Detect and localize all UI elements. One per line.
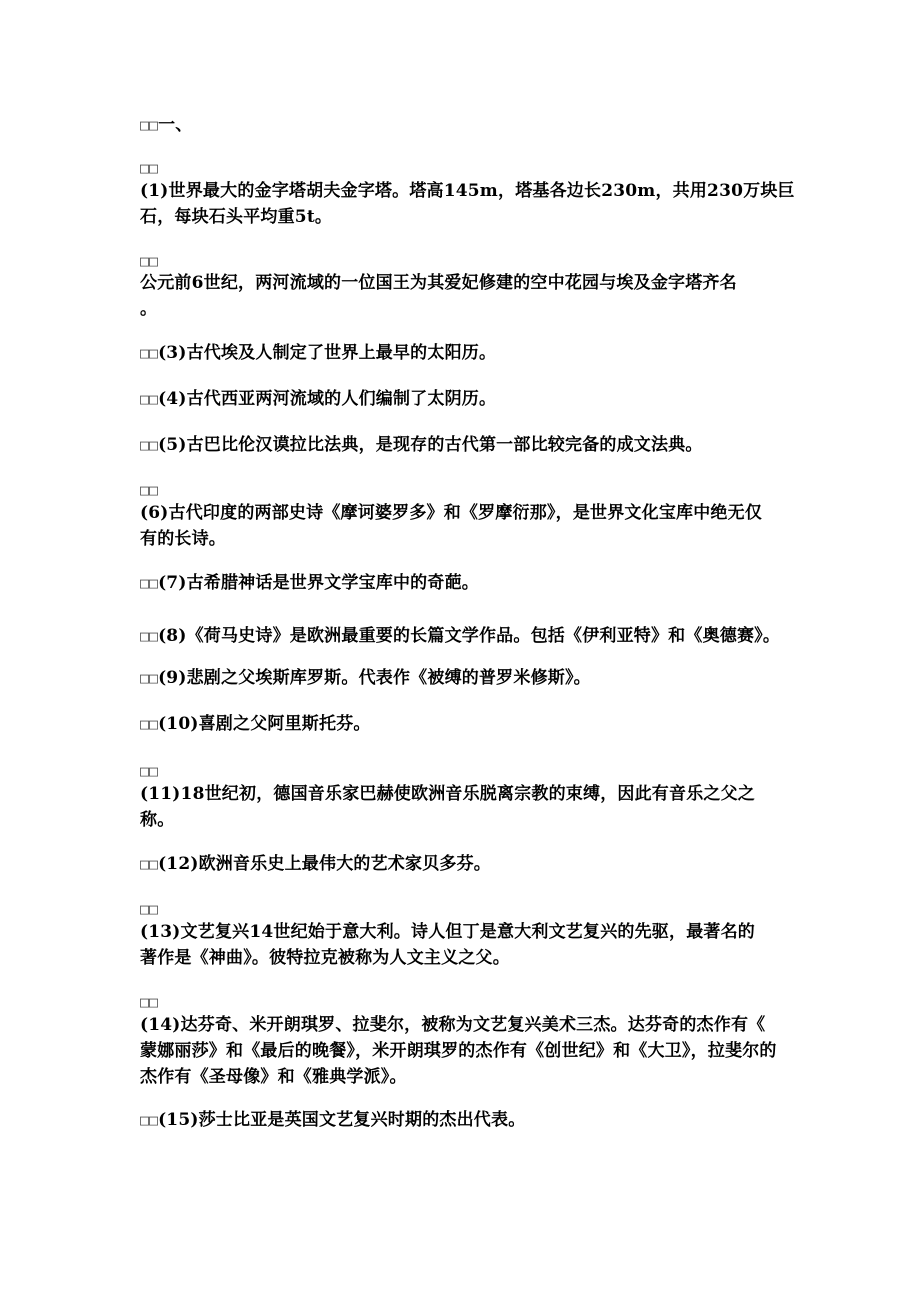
paragraph-line: 有的长诗。	[140, 529, 226, 549]
missing-glyph-marker: □□	[140, 900, 159, 918]
section-heading	[140, 113, 192, 137]
missing-glyph-marker: □□	[140, 481, 159, 499]
missing-glyph-marker: □□	[140, 159, 159, 177]
document-page	[140, 0, 795, 1302]
paragraph-line: 蒙娜丽莎》和《最后的晚餐》，米开朗琪罗的杰作有《创世纪》和《大卫》，拉斐尔的	[140, 1041, 777, 1061]
paragraph-text: (9)悲剧之父埃斯库罗斯。代表作《被缚的普罗米修斯》。	[158, 668, 591, 688]
paragraph-text: (4)古代西亚两河流域的人们编制了太阴历。	[158, 389, 497, 409]
paragraph-line: (11)18世纪初，德国音乐家巴赫使欧洲音乐脱离宗教的束缚，因此有音乐之父之	[140, 784, 755, 804]
paragraph-line: 称。	[140, 810, 175, 830]
paragraph-text: (12)欧洲音乐史上最伟大的艺术家贝多芬。	[158, 854, 492, 874]
missing-glyph-marker: □□	[140, 762, 159, 780]
paragraph-line: 。	[140, 299, 158, 319]
missing-glyph-marker: □□	[140, 252, 159, 270]
paragraph-line: 公元前6世纪，两河流域的一位国王为其爱妃修建的空中花园与埃及金字塔齐名	[140, 273, 737, 293]
section-marker: 一、	[158, 115, 193, 135]
paragraph-text: (5)古巴比伦汉谟拉比法典，是现存的古代第一部比较完备的成文法典。	[158, 435, 703, 455]
missing-glyph-marker: □□	[140, 344, 159, 362]
paragraph-line: (1)世界最大的金字塔胡夫金字塔。塔高145m，塔基各边长230m，共用230万块巨	[140, 181, 795, 201]
missing-glyph-marker: □□	[140, 390, 159, 408]
paragraph-line	[140, 624, 780, 648]
paragraph-line	[140, 341, 496, 365]
paragraph-line	[140, 1108, 525, 1132]
paragraph-text: (3)古代埃及人制定了世界上最早的太阳历。	[158, 343, 497, 363]
paragraph-text: (15)莎士比亚是英国文艺复兴时期的杰出代表。	[158, 1110, 526, 1130]
missing-glyph-marker: □□	[140, 715, 159, 733]
missing-glyph-marker: □□	[140, 669, 159, 687]
paragraph-text: (8)《荷马史诗》是欧洲最重要的长篇文学作品。包括《伊利亚特》和《奥德赛》。	[158, 626, 781, 646]
paragraph-line: 石，每块石头平均重5t。	[140, 207, 333, 227]
paragraph-line: 著作是《神曲》。彼特拉克被称为人文主义之父。	[140, 948, 510, 968]
missing-glyph-marker: □□	[140, 116, 159, 134]
paragraph-line: 杰作有《圣母像》和《雅典学派》。	[140, 1067, 407, 1087]
paragraph-line: (13)文艺复兴14世纪始于意大利。诗人但丁是意大利文艺复兴的先驱，最著名的	[140, 922, 755, 942]
paragraph-line: (6)古代印度的两部史诗《摩诃婆罗多》和《罗摩衍那》，是世界文化宝库中绝无仅	[140, 503, 763, 523]
missing-glyph-marker: □□	[140, 436, 159, 454]
paragraph-line	[140, 433, 703, 457]
missing-glyph-marker: □□	[140, 993, 159, 1011]
paragraph-line	[140, 712, 371, 736]
paragraph-line	[140, 666, 591, 690]
paragraph-text: (7)古希腊神话是世界文学宝库中的奇葩。	[158, 573, 479, 593]
paragraph-line	[140, 571, 479, 595]
missing-glyph-marker: □□	[140, 627, 159, 645]
paragraph-line	[140, 387, 496, 411]
missing-glyph-marker: □□	[140, 855, 159, 873]
paragraph-line	[140, 852, 491, 876]
missing-glyph-marker: □□	[140, 574, 159, 592]
paragraph-text: (10)喜剧之父阿里斯托芬。	[158, 714, 371, 734]
missing-glyph-marker: □□	[140, 1111, 159, 1129]
paragraph-line: (14)达芬奇、米开朗琪罗、拉斐尔，被称为文艺复兴美术三杰。达芬奇的杰作有《	[140, 1015, 766, 1035]
